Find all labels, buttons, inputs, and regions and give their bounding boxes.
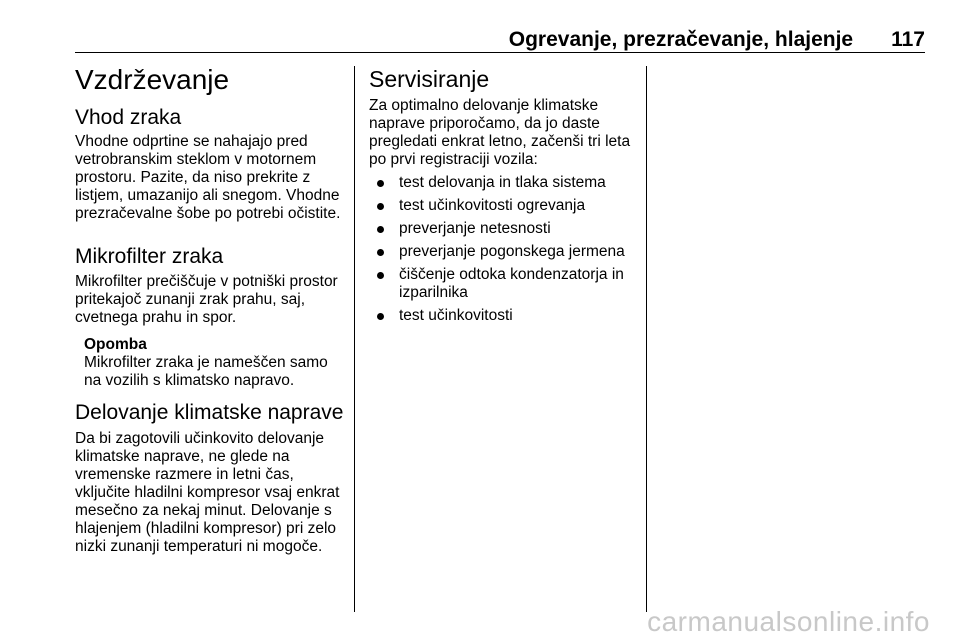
ac-operation-heading: Delovanje klimatske naprave <box>75 401 344 424</box>
list-item-text: test delovanja in tlaka sistema <box>399 174 606 191</box>
page-header-title: Ogrevanje, prezračevanje, hlajenje <box>508 28 854 51</box>
page-header <box>75 28 925 52</box>
list-item-text: preverjanje netesnosti <box>399 220 551 237</box>
pollen-filter-text: Mikrofilter prečiščuje v potniški prostor pritekajoč zunanji zrak prahu, saj, cvetnega prahu in spor. <box>75 273 338 326</box>
list-item <box>369 197 639 215</box>
service-heading: Servisiranje <box>369 66 490 92</box>
bullet-icon <box>377 226 384 233</box>
list-item <box>369 174 639 192</box>
list-item-text: preverjanje pogonskega jermena <box>399 243 625 260</box>
left-column <box>75 60 347 556</box>
column-divider-left <box>354 66 355 612</box>
service-checklist <box>369 174 639 325</box>
header-rule <box>75 52 925 53</box>
column-divider-right <box>646 66 647 612</box>
pollen-filter-heading: Mikrofilter zraka <box>75 245 224 268</box>
list-item-text: test učinkovitosti <box>399 307 513 324</box>
bullet-icon <box>377 203 384 210</box>
list-item <box>369 307 639 325</box>
ac-operation-text: Da bi zagotovili učinkovito delovanje klimatske naprave, ne glede na vremenske razmere in letni čas, vključite hladilni kompresor vsaj enkrat mesečno za nekaj minut. Delovanje s hlajenjem (hladilni kompresor) pri zelo nizki zunanji temperaturi ni mogoče. <box>75 430 340 555</box>
note-box <box>84 336 347 390</box>
air-intake-heading: Vhod zraka <box>75 106 182 129</box>
watermark: carmanualsonline.info <box>647 606 930 637</box>
list-item <box>369 220 639 238</box>
list-item-text: test učinkovitosti ogrevanja <box>399 197 586 214</box>
bullet-icon <box>377 272 384 279</box>
note-label: Opomba <box>84 336 147 353</box>
middle-column <box>369 60 639 330</box>
maintenance-heading: Vzdrževanje <box>75 64 230 95</box>
bullet-icon <box>377 313 384 320</box>
service-intro: Za optimalno delovanje klimatske naprave priporočamo, da jo daste pregledati enkrat letno, začenši tri leta po prvi registraciji vozila: <box>369 97 631 168</box>
list-item <box>369 266 639 302</box>
list-item <box>369 243 639 261</box>
bullet-icon <box>377 249 384 256</box>
page-number: 117 <box>891 28 925 51</box>
list-item-text: čiščenje odtoka kondenzatorja in izparilnika <box>399 266 624 301</box>
bullet-icon <box>377 180 384 187</box>
air-intake-text: Vhodne odprtine se nahajajo pred vetrobranskim steklom v motornem prostoru. Pazite, da niso prekrite z listjem, umazanijo ali snegom. Vhodne prezračevalne šobe po potrebi očistite. <box>75 133 341 222</box>
note-text: Mikrofilter zraka je nameščen samo na vozilih s klimatsko napravo. <box>84 354 328 389</box>
